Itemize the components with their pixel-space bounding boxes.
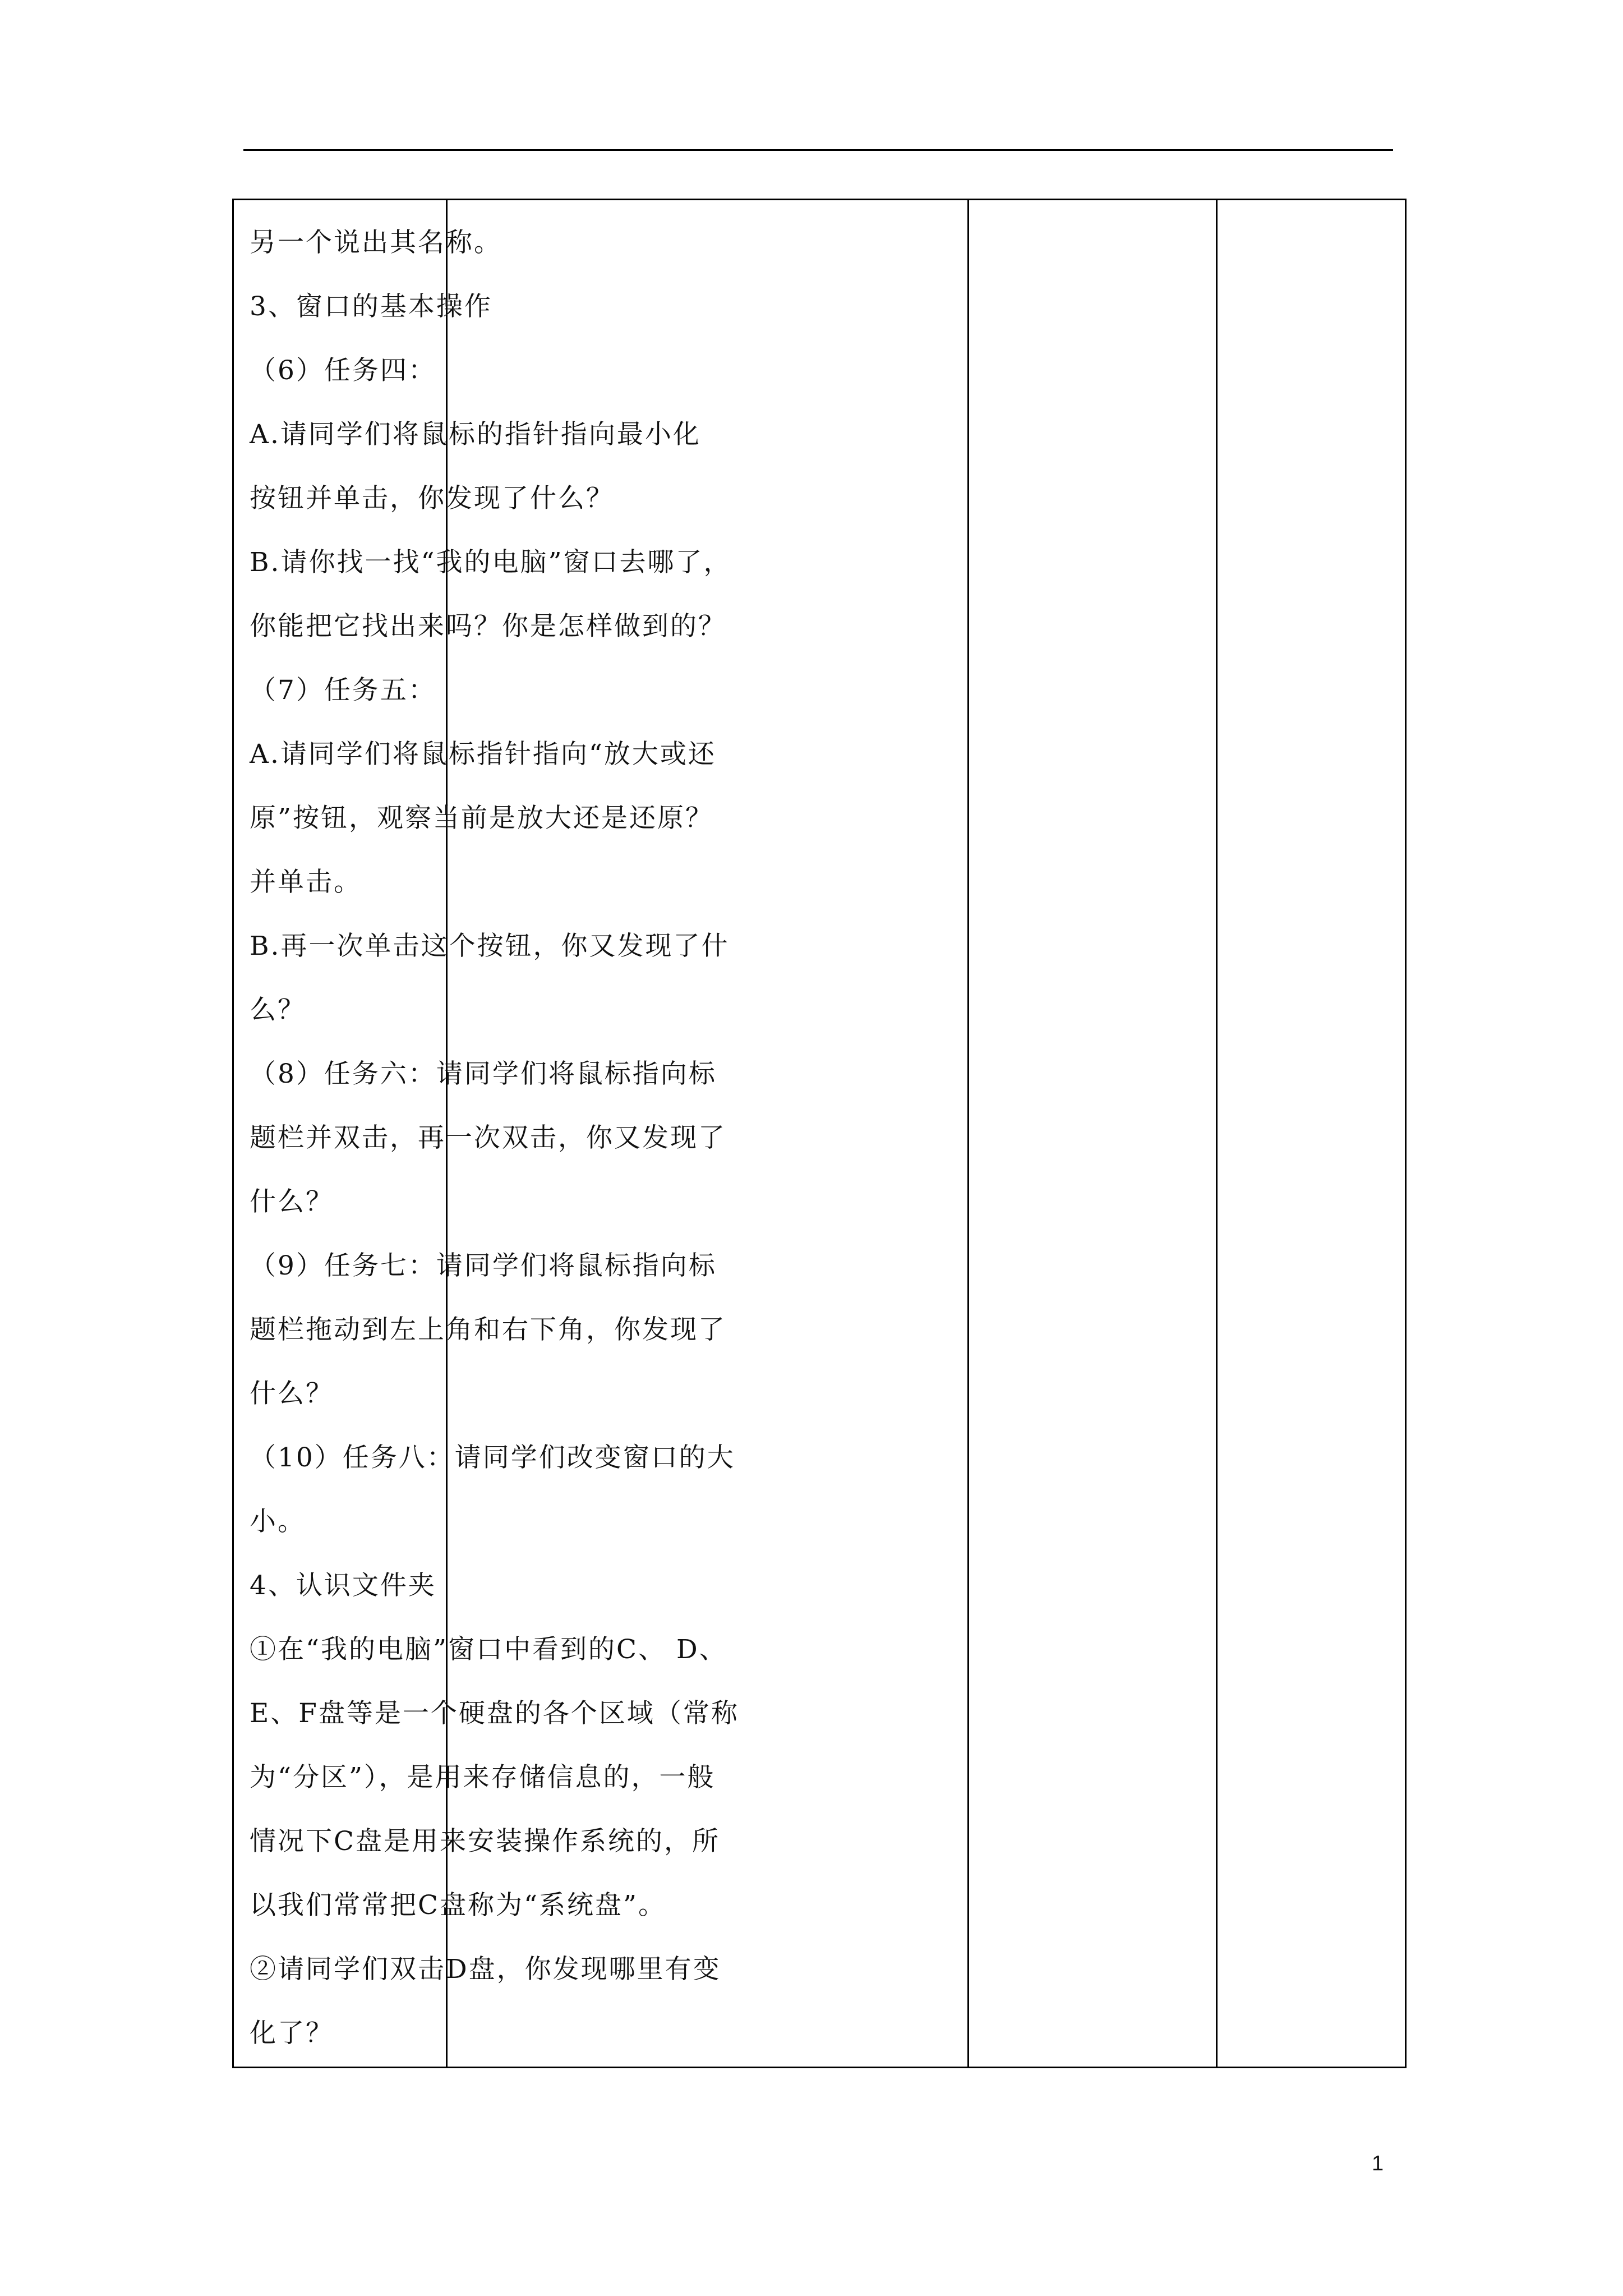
text-line: B.请你找一找“我的电脑”窗口去哪了， <box>250 547 732 578</box>
page-number: 1 <box>1372 2152 1384 2175</box>
text-line: A.请同学们将鼠标指针指向“放大或还 <box>250 739 716 770</box>
header-rule <box>243 149 1393 151</box>
text-line: 什么？ <box>250 1186 334 1217</box>
column-divider <box>1216 200 1218 2067</box>
text-line: 情况下C盘是用来安装操作系统的，所 <box>250 1826 720 1857</box>
text-line: E、F盘等是一个硬盘的各个区域（常称 <box>250 1698 739 1729</box>
text-line: A.请同学们将鼠标的指针指向最小化 <box>250 419 701 450</box>
lesson-content <box>250 211 737 2065</box>
text-line: 小。 <box>250 1506 306 1537</box>
text-line: 为“分区”），是用来存储信息的，一般 <box>250 1762 716 1793</box>
text-line: ②请同学们双击D盘，你发现哪里有变 <box>250 1954 721 1985</box>
text-line: B.再一次单击这个按钮，你又发现了什 <box>250 931 730 961</box>
text-line: 并单击。 <box>250 867 362 898</box>
text-line: 什么？ <box>250 1378 334 1409</box>
text-line: 题栏拖动到左上角和右下角，你发现了 <box>250 1314 726 1345</box>
text-line: （7）任务五： <box>250 675 436 706</box>
text-line: （9）任务七：请同学们将鼠标指向标 <box>250 1250 717 1281</box>
text-line: 你能把它找出来吗？你是怎样做到的？ <box>250 611 726 642</box>
text-line: 题栏并双击，再一次双击，你又发现了 <box>250 1122 726 1153</box>
text-line: 3、窗口的基本操作 <box>250 291 492 322</box>
text-line: 以我们常常把C盘称为“系统盘”。 <box>250 1890 667 1921</box>
text-line: 么？ <box>250 995 306 1025</box>
text-line: 化了？ <box>250 2018 334 2049</box>
text-line: ①在“我的电脑”窗口中看到的C、 D、 <box>250 1634 727 1665</box>
text-line: 原”按钮，观察当前是放大还是还原？ <box>250 803 714 834</box>
text-line: （8）任务六：请同学们将鼠标指向标 <box>250 1059 717 1089</box>
text-line: 按钮并单击，你发现了什么？ <box>250 483 614 514</box>
text-line: 4、认识文件夹 <box>250 1570 436 1601</box>
text-line: （6）任务四： <box>250 355 436 386</box>
column-divider <box>967 200 969 2067</box>
text-line: 另一个说出其名称。 <box>250 227 502 258</box>
text-line: （10）任务八：请同学们改变窗口的大 <box>250 1442 735 1473</box>
table-cell-fourth <box>1218 200 1405 2067</box>
table-cell-third <box>969 200 1216 2067</box>
